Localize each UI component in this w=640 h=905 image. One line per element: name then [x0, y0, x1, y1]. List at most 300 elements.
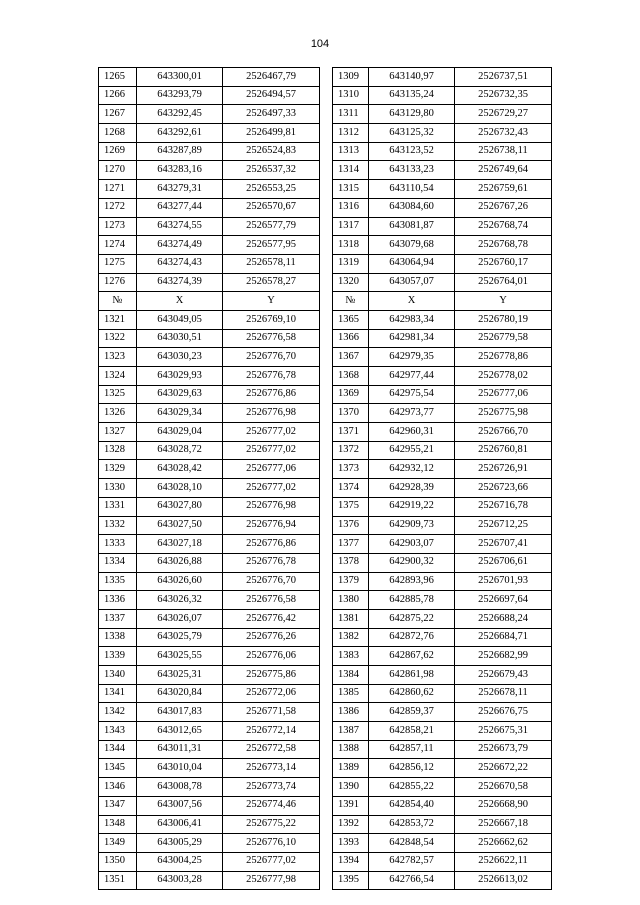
point-number-cell: 1373	[333, 460, 369, 479]
column-gap	[320, 217, 333, 236]
y-coordinate-cell: 2526732,43	[455, 124, 552, 143]
y-coordinate-cell: 2526494,57	[223, 86, 320, 105]
point-number-cell: 1334	[99, 553, 137, 572]
point-number-cell: 1341	[99, 684, 137, 703]
x-coordinate-cell: 643029,93	[137, 367, 223, 386]
point-number-cell: 1319	[333, 254, 369, 273]
x-coordinate-cell: 643026,60	[137, 572, 223, 591]
x-coordinate-cell: 643133,23	[369, 161, 455, 180]
x-coordinate-cell: 642975,54	[369, 385, 455, 404]
y-coordinate-cell: 2526497,33	[223, 105, 320, 124]
point-number-cell: 1316	[333, 198, 369, 217]
y-coordinate-cell: 2526777,02	[223, 423, 320, 442]
y-coordinate-cell: 2526773,14	[223, 759, 320, 778]
column-gap	[320, 834, 333, 853]
y-coordinate-cell: 2526776,86	[223, 535, 320, 554]
point-number-cell: 1391	[333, 796, 369, 815]
point-number-cell: 1314	[333, 161, 369, 180]
point-number-cell: 1368	[333, 367, 369, 386]
table-row	[99, 329, 552, 348]
column-gap	[320, 479, 333, 498]
y-coordinate-cell: 2526679,43	[455, 666, 552, 685]
x-coordinate-cell: 643028,42	[137, 460, 223, 479]
y-coordinate-cell: 2526749,64	[455, 161, 552, 180]
column-gap	[320, 703, 333, 722]
y-coordinate-cell: 2526776,70	[223, 348, 320, 367]
x-coordinate-cell: 643027,18	[137, 535, 223, 554]
y-coordinate-cell: 2526775,22	[223, 815, 320, 834]
y-coordinate-cell: 2526673,79	[455, 740, 552, 759]
column-gap	[320, 423, 333, 442]
y-coordinate-cell: 2526776,86	[223, 385, 320, 404]
x-coordinate-cell: 643110,54	[369, 180, 455, 199]
x-coordinate-cell: 642861,98	[369, 666, 455, 685]
x-coordinate-cell: 643081,87	[369, 217, 455, 236]
y-coordinate-cell: 2526777,02	[223, 852, 320, 871]
x-coordinate-cell: 642903,07	[369, 535, 455, 554]
point-number-cell: 1342	[99, 703, 137, 722]
y-coordinate-cell: 2526776,26	[223, 628, 320, 647]
point-number-cell: 1349	[99, 834, 137, 853]
x-coordinate-cell: 642853,72	[369, 815, 455, 834]
x-coordinate-cell: 642860,62	[369, 684, 455, 703]
point-number-cell: 1382	[333, 628, 369, 647]
y-coordinate-cell: 2526678,11	[455, 684, 552, 703]
y-coordinate-cell: 2526499,81	[223, 124, 320, 143]
x-coordinate-cell: 643030,23	[137, 348, 223, 367]
y-coordinate-cell: 2526672,22	[455, 759, 552, 778]
point-number-cell: 1369	[333, 385, 369, 404]
header-x-cell: X	[137, 292, 223, 311]
table-row	[99, 759, 552, 778]
x-coordinate-cell: 643007,56	[137, 796, 223, 815]
x-coordinate-cell: 642782,57	[369, 852, 455, 871]
x-coordinate-cell: 643277,44	[137, 198, 223, 217]
column-gap	[320, 180, 333, 199]
x-coordinate-cell: 642857,11	[369, 740, 455, 759]
point-number-cell: 1320	[333, 273, 369, 292]
x-coordinate-cell: 643057,07	[369, 273, 455, 292]
table-row	[99, 385, 552, 404]
y-coordinate-cell: 2526738,11	[455, 142, 552, 161]
point-number-cell: 1365	[333, 310, 369, 329]
y-coordinate-cell: 2526764,01	[455, 273, 552, 292]
point-number-cell: 1351	[99, 871, 137, 890]
column-gap	[320, 254, 333, 273]
table-row	[99, 68, 552, 87]
column-gap	[320, 124, 333, 143]
table-row	[99, 479, 552, 498]
table-row	[99, 254, 552, 273]
y-coordinate-cell: 2526775,86	[223, 666, 320, 685]
column-gap	[320, 852, 333, 871]
y-coordinate-cell: 2526667,18	[455, 815, 552, 834]
table-row	[99, 796, 552, 815]
point-number-cell: 1388	[333, 740, 369, 759]
point-number-cell: 1328	[99, 441, 137, 460]
point-number-cell: 1336	[99, 591, 137, 610]
x-coordinate-cell: 642979,35	[369, 348, 455, 367]
point-number-cell: 1377	[333, 535, 369, 554]
point-number-cell: 1331	[99, 497, 137, 516]
column-gap	[320, 628, 333, 647]
x-coordinate-cell: 643292,45	[137, 105, 223, 124]
x-coordinate-cell: 643287,89	[137, 142, 223, 161]
y-coordinate-cell: 2526778,02	[455, 367, 552, 386]
point-number-cell: 1309	[333, 68, 369, 87]
point-number-cell: 1322	[99, 329, 137, 348]
x-coordinate-cell: 643274,39	[137, 273, 223, 292]
x-coordinate-cell: 642981,34	[369, 329, 455, 348]
y-coordinate-cell: 2526759,61	[455, 180, 552, 199]
point-number-cell: 1265	[99, 68, 137, 87]
column-gap	[320, 329, 333, 348]
table-row	[99, 348, 552, 367]
point-number-cell: 1311	[333, 105, 369, 124]
x-coordinate-cell: 643029,34	[137, 404, 223, 423]
y-coordinate-cell: 2526716,78	[455, 497, 552, 516]
column-gap	[320, 497, 333, 516]
table-row	[99, 815, 552, 834]
point-number-cell: 1344	[99, 740, 137, 759]
table-row	[99, 217, 552, 236]
point-number-cell: 1366	[333, 329, 369, 348]
table-row	[99, 86, 552, 105]
point-number-cell: 1273	[99, 217, 137, 236]
point-number-cell: 1335	[99, 572, 137, 591]
table-row	[99, 142, 552, 161]
column-gap	[320, 516, 333, 535]
x-coordinate-cell: 643005,29	[137, 834, 223, 853]
header-y-cell: Y	[223, 292, 320, 311]
x-coordinate-cell: 643026,88	[137, 553, 223, 572]
point-number-cell: 1272	[99, 198, 137, 217]
column-gap	[320, 535, 333, 554]
point-number-cell: 1383	[333, 647, 369, 666]
x-coordinate-cell: 642973,77	[369, 404, 455, 423]
x-coordinate-cell: 642928,39	[369, 479, 455, 498]
x-coordinate-cell: 643027,50	[137, 516, 223, 535]
y-coordinate-cell: 2526776,70	[223, 572, 320, 591]
y-coordinate-cell: 2526777,02	[223, 479, 320, 498]
column-gap	[320, 236, 333, 255]
x-coordinate-cell: 643140,97	[369, 68, 455, 87]
y-coordinate-cell: 2526777,98	[223, 871, 320, 890]
y-coordinate-cell: 2526524,83	[223, 142, 320, 161]
x-coordinate-cell: 642872,76	[369, 628, 455, 647]
y-coordinate-cell: 2526776,78	[223, 367, 320, 386]
y-coordinate-cell: 2526777,06	[455, 385, 552, 404]
table-row	[99, 161, 552, 180]
y-coordinate-cell: 2526726,91	[455, 460, 552, 479]
column-gap	[320, 460, 333, 479]
table-row	[99, 591, 552, 610]
point-number-cell: 1313	[333, 142, 369, 161]
table-row	[99, 852, 552, 871]
x-coordinate-cell: 643129,80	[369, 105, 455, 124]
table-row	[99, 740, 552, 759]
column-gap	[320, 740, 333, 759]
table-row	[99, 460, 552, 479]
x-coordinate-cell: 642855,22	[369, 778, 455, 797]
column-gap	[320, 591, 333, 610]
point-number-cell: 1267	[99, 105, 137, 124]
point-number-cell: 1323	[99, 348, 137, 367]
y-coordinate-cell: 2526553,25	[223, 180, 320, 199]
y-coordinate-cell: 2526769,10	[223, 310, 320, 329]
x-coordinate-cell: 643064,94	[369, 254, 455, 273]
y-coordinate-cell: 2526467,79	[223, 68, 320, 87]
point-number-cell: 1317	[333, 217, 369, 236]
point-number-cell: 1370	[333, 404, 369, 423]
column-gap	[320, 68, 333, 87]
y-coordinate-cell: 2526776,58	[223, 329, 320, 348]
header-number-cell: №	[333, 292, 369, 311]
x-coordinate-cell: 643030,51	[137, 329, 223, 348]
x-coordinate-cell: 643011,31	[137, 740, 223, 759]
y-coordinate-cell: 2526776,58	[223, 591, 320, 610]
y-coordinate-cell: 2526684,71	[455, 628, 552, 647]
point-number-cell: 1338	[99, 628, 137, 647]
table-row	[99, 198, 552, 217]
table-row	[99, 572, 552, 591]
x-coordinate-cell: 642919,22	[369, 497, 455, 516]
y-coordinate-cell: 2526771,58	[223, 703, 320, 722]
point-number-cell: 1266	[99, 86, 137, 105]
point-number-cell: 1268	[99, 124, 137, 143]
column-gap	[320, 647, 333, 666]
x-coordinate-cell: 643017,83	[137, 703, 223, 722]
x-coordinate-cell: 642983,34	[369, 310, 455, 329]
y-coordinate-cell: 2526723,66	[455, 479, 552, 498]
y-coordinate-cell: 2526707,41	[455, 535, 552, 554]
x-coordinate-cell: 643279,31	[137, 180, 223, 199]
column-gap	[320, 292, 333, 311]
point-number-cell: 1326	[99, 404, 137, 423]
column-gap	[320, 142, 333, 161]
point-number-cell: 1318	[333, 236, 369, 255]
y-coordinate-cell: 2526668,90	[455, 796, 552, 815]
column-gap	[320, 198, 333, 217]
y-coordinate-cell: 2526760,81	[455, 441, 552, 460]
y-coordinate-cell: 2526776,42	[223, 609, 320, 628]
y-coordinate-cell: 2526774,46	[223, 796, 320, 815]
x-coordinate-cell: 642893,96	[369, 572, 455, 591]
table-row	[99, 722, 552, 741]
x-coordinate-cell: 643029,04	[137, 423, 223, 442]
point-number-cell: 1386	[333, 703, 369, 722]
y-coordinate-cell: 2526577,95	[223, 236, 320, 255]
column-gap	[320, 273, 333, 292]
y-coordinate-cell: 2526768,78	[455, 236, 552, 255]
column-gap	[320, 871, 333, 890]
x-coordinate-cell: 643274,49	[137, 236, 223, 255]
point-number-cell: 1393	[333, 834, 369, 853]
point-number-cell: 1378	[333, 553, 369, 572]
y-coordinate-cell: 2526706,61	[455, 553, 552, 572]
y-coordinate-cell: 2526778,86	[455, 348, 552, 367]
column-gap	[320, 404, 333, 423]
y-coordinate-cell: 2526776,10	[223, 834, 320, 853]
point-number-cell: 1327	[99, 423, 137, 442]
point-number-cell: 1269	[99, 142, 137, 161]
x-coordinate-cell: 643006,41	[137, 815, 223, 834]
y-coordinate-cell: 2526670,58	[455, 778, 552, 797]
point-number-cell: 1389	[333, 759, 369, 778]
point-number-cell: 1276	[99, 273, 137, 292]
point-number-cell: 1350	[99, 852, 137, 871]
column-gap	[320, 310, 333, 329]
column-gap	[320, 553, 333, 572]
header-y-cell: Y	[455, 292, 552, 311]
x-coordinate-cell: 643010,04	[137, 759, 223, 778]
y-coordinate-cell: 2526662,62	[455, 834, 552, 853]
x-coordinate-cell: 643004,25	[137, 852, 223, 871]
x-coordinate-cell: 643003,28	[137, 871, 223, 890]
x-coordinate-cell: 642977,44	[369, 367, 455, 386]
point-number-cell: 1270	[99, 161, 137, 180]
table-row	[99, 236, 552, 255]
y-coordinate-cell: 2526772,14	[223, 722, 320, 741]
table-row	[99, 441, 552, 460]
table-row	[99, 834, 552, 853]
x-coordinate-cell: 642858,21	[369, 722, 455, 741]
x-coordinate-cell: 643028,10	[137, 479, 223, 498]
y-coordinate-cell: 2526766,70	[455, 423, 552, 442]
point-number-cell: 1375	[333, 497, 369, 516]
point-number-cell: 1379	[333, 572, 369, 591]
x-coordinate-cell: 643300,01	[137, 68, 223, 87]
table-row	[99, 404, 552, 423]
x-coordinate-cell: 643025,79	[137, 628, 223, 647]
x-coordinate-cell: 642875,22	[369, 609, 455, 628]
x-coordinate-cell: 643026,07	[137, 609, 223, 628]
x-coordinate-cell: 642885,78	[369, 591, 455, 610]
y-coordinate-cell: 2526767,26	[455, 198, 552, 217]
point-number-cell: 1367	[333, 348, 369, 367]
column-gap	[320, 367, 333, 386]
point-number-cell: 1385	[333, 684, 369, 703]
point-number-cell: 1395	[333, 871, 369, 890]
point-number-cell: 1324	[99, 367, 137, 386]
column-gap	[320, 86, 333, 105]
table-row	[99, 310, 552, 329]
y-coordinate-cell: 2526577,79	[223, 217, 320, 236]
table-row	[99, 553, 552, 572]
point-number-cell: 1343	[99, 722, 137, 741]
y-coordinate-cell: 2526578,27	[223, 273, 320, 292]
point-number-cell: 1384	[333, 666, 369, 685]
table-row	[99, 423, 552, 442]
x-coordinate-cell: 643274,43	[137, 254, 223, 273]
column-gap	[320, 778, 333, 797]
x-coordinate-cell: 643025,55	[137, 647, 223, 666]
y-coordinate-cell: 2526773,74	[223, 778, 320, 797]
table-header-row	[99, 292, 552, 311]
table-row	[99, 666, 552, 685]
page-number: 104	[310, 38, 330, 50]
table-row	[99, 367, 552, 386]
point-number-cell: 1374	[333, 479, 369, 498]
table-row	[99, 497, 552, 516]
x-coordinate-cell: 642859,37	[369, 703, 455, 722]
column-gap	[320, 385, 333, 404]
point-number-cell: 1392	[333, 815, 369, 834]
point-number-cell: 1372	[333, 441, 369, 460]
point-number-cell: 1380	[333, 591, 369, 610]
table-row	[99, 871, 552, 890]
point-number-cell: 1275	[99, 254, 137, 273]
x-coordinate-cell: 643135,24	[369, 86, 455, 105]
y-coordinate-cell: 2526688,24	[455, 609, 552, 628]
point-number-cell: 1274	[99, 236, 137, 255]
x-coordinate-cell: 642867,62	[369, 647, 455, 666]
point-number-cell: 1332	[99, 516, 137, 535]
y-coordinate-cell: 2526777,02	[223, 441, 320, 460]
x-coordinate-cell: 643029,63	[137, 385, 223, 404]
column-gap	[320, 348, 333, 367]
x-coordinate-cell: 643008,78	[137, 778, 223, 797]
point-number-cell: 1376	[333, 516, 369, 535]
x-coordinate-cell: 642854,40	[369, 796, 455, 815]
y-coordinate-cell: 2526570,67	[223, 198, 320, 217]
point-number-cell: 1330	[99, 479, 137, 498]
x-coordinate-cell: 643028,72	[137, 441, 223, 460]
point-number-cell: 1346	[99, 778, 137, 797]
table-row	[99, 535, 552, 554]
table-row	[99, 180, 552, 199]
y-coordinate-cell: 2526776,06	[223, 647, 320, 666]
table-row	[99, 124, 552, 143]
point-number-cell: 1339	[99, 647, 137, 666]
table-row	[99, 609, 552, 628]
x-coordinate-cell: 643026,32	[137, 591, 223, 610]
y-coordinate-cell: 2526776,98	[223, 404, 320, 423]
x-coordinate-cell: 643049,05	[137, 310, 223, 329]
y-coordinate-cell: 2526777,06	[223, 460, 320, 479]
y-coordinate-cell: 2526712,25	[455, 516, 552, 535]
y-coordinate-cell: 2526701,93	[455, 572, 552, 591]
point-number-cell: 1321	[99, 310, 137, 329]
point-number-cell: 1337	[99, 609, 137, 628]
point-number-cell: 1348	[99, 815, 137, 834]
y-coordinate-cell: 2526622,11	[455, 852, 552, 871]
point-number-cell: 1347	[99, 796, 137, 815]
column-gap	[320, 796, 333, 815]
x-coordinate-cell: 643283,16	[137, 161, 223, 180]
x-coordinate-cell: 642909,73	[369, 516, 455, 535]
point-number-cell: 1371	[333, 423, 369, 442]
x-coordinate-cell: 643012,65	[137, 722, 223, 741]
point-number-cell: 1329	[99, 460, 137, 479]
column-gap	[320, 105, 333, 124]
y-coordinate-cell: 2526578,11	[223, 254, 320, 273]
point-number-cell: 1390	[333, 778, 369, 797]
y-coordinate-cell: 2526697,64	[455, 591, 552, 610]
point-number-cell: 1333	[99, 535, 137, 554]
y-coordinate-cell: 2526613,02	[455, 871, 552, 890]
x-coordinate-cell: 643274,55	[137, 217, 223, 236]
y-coordinate-cell: 2526768,74	[455, 217, 552, 236]
column-gap	[320, 684, 333, 703]
y-coordinate-cell: 2526675,31	[455, 722, 552, 741]
table-row	[99, 778, 552, 797]
table-row	[99, 105, 552, 124]
header-x-cell: X	[369, 292, 455, 311]
table-row	[99, 647, 552, 666]
y-coordinate-cell: 2526537,32	[223, 161, 320, 180]
x-coordinate-cell: 642856,12	[369, 759, 455, 778]
